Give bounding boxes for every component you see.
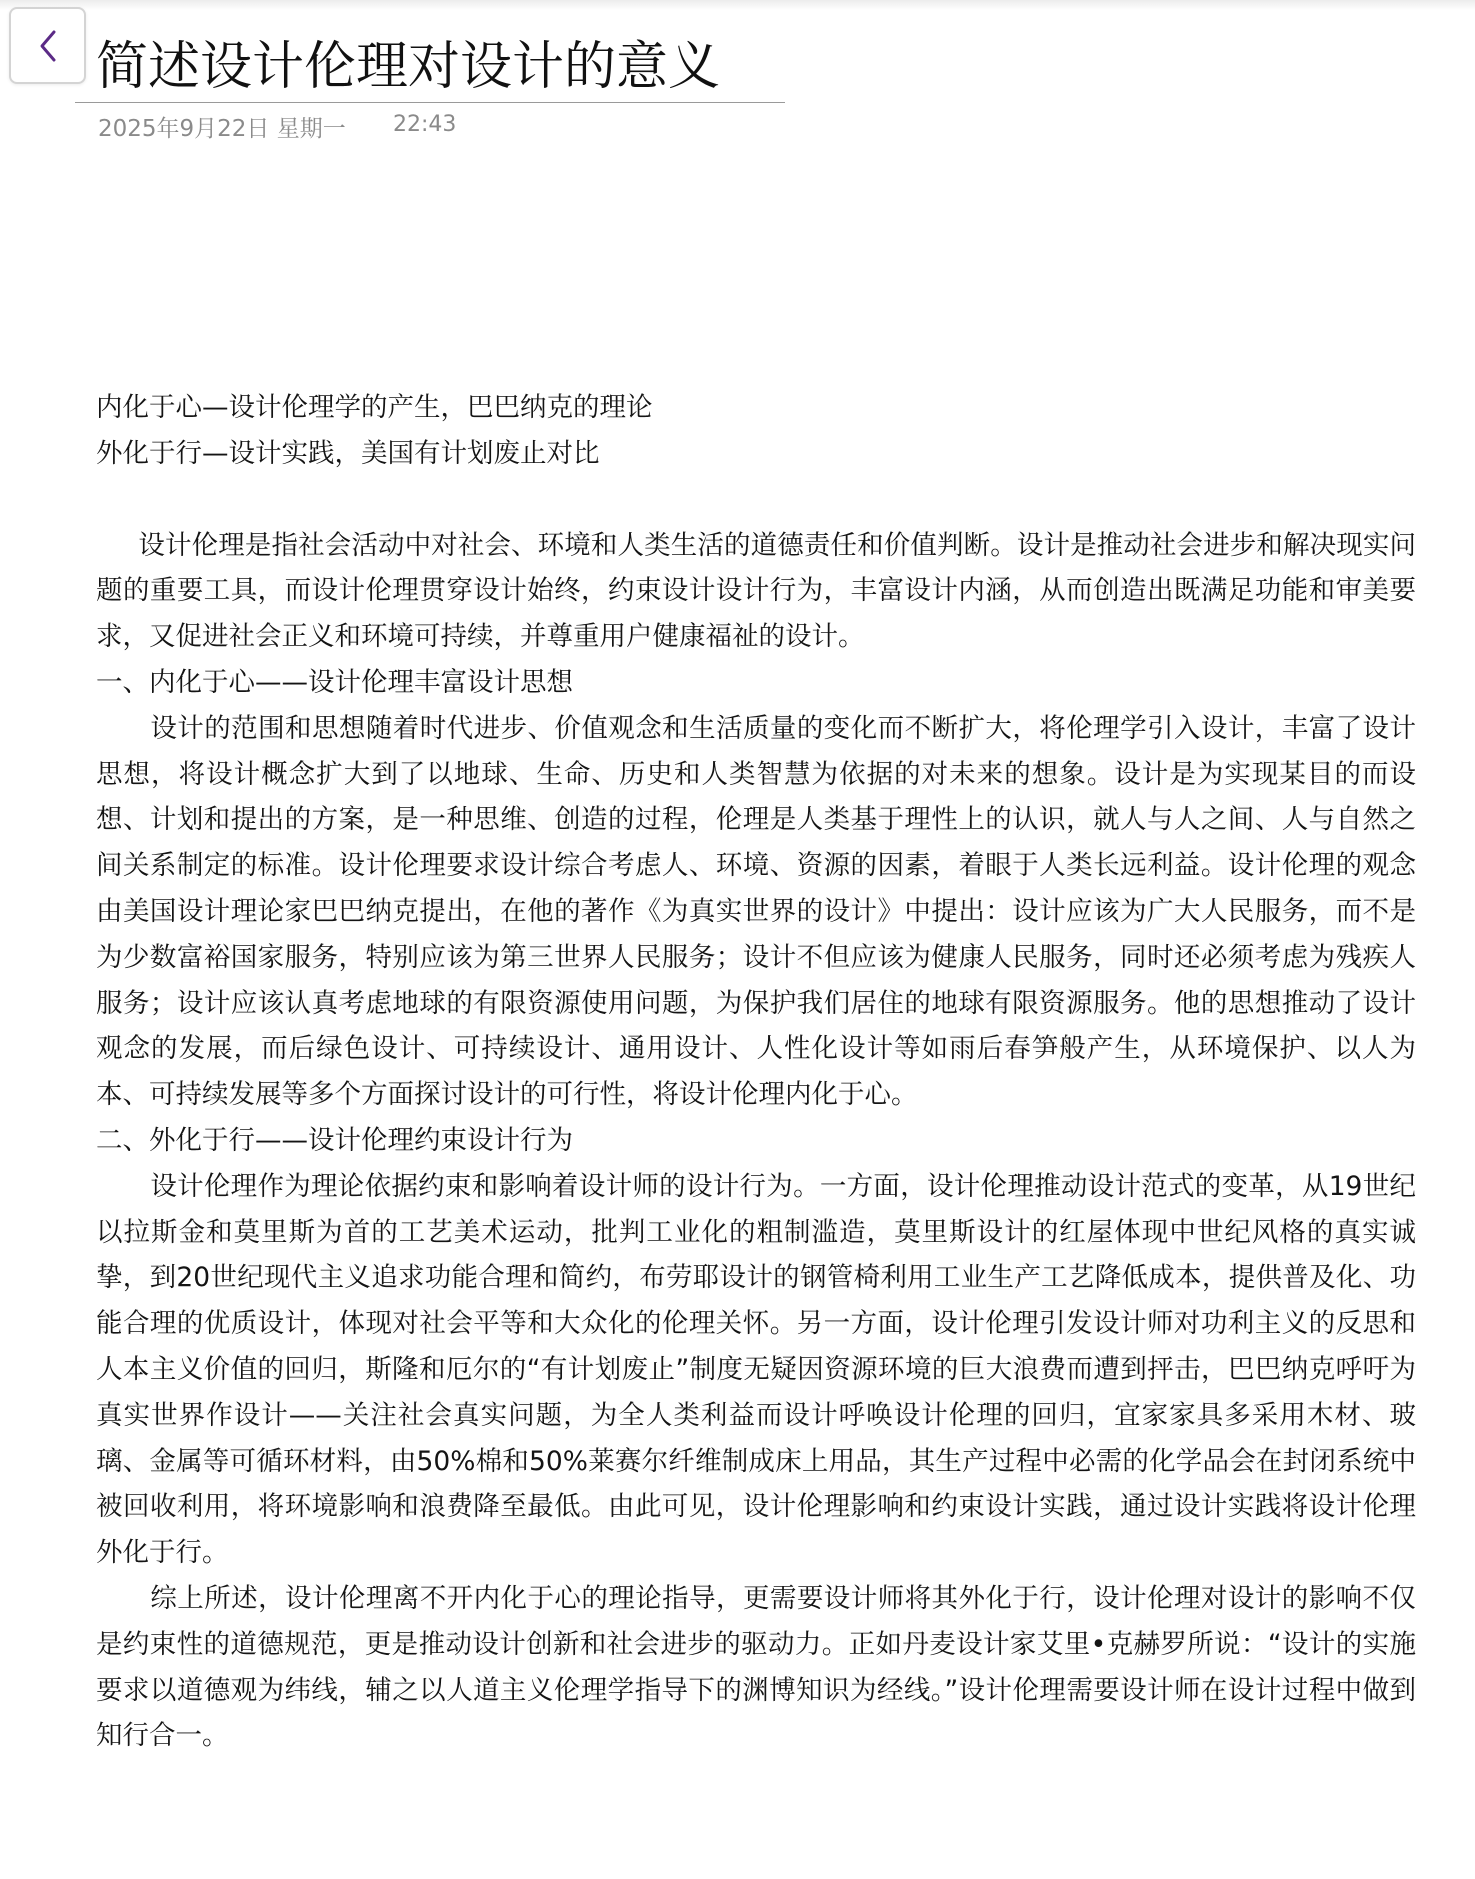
section-1-paragraph: 设计的范围和思想随着时代进步、价值观念和生活质量的变化而不断扩大，将伦理学引入设计，丰富了设计思想，将设计概念扩大到了以地球、生命、历史和人类智慧为依据的对未来的想象。设计是为实现某目的而设想、计划和提出的方案，是一种思维、创造的过程，伦理是人类基于理性上的认识，就人与人之间、人与自然之间关系制定的标准。设计伦理要求设计综合考虑人、环境、资源的因素，着眼于人类长远利益。设计伦理的观念由美国设计理论家巴巴纳克提出，在他的著作《为真实世界的设计》中提出：设计应该为广大人民服务，而不是为少数富裕国家服务，特别应该为第三世界人民服务；设计不但应该为健康人民服务，同时还必须考虑为残疾人服务；设计应该认真考虑地球的有限资源使用问题，为保护我们居住的地球有限资源服务。他的思想推动了设计观念的发展，而后绿色设计、可持续设计、通用设计、人性化设计等如雨后春笋般产生，从环境保护、以人为本、可持续发展等多个方面探讨设计的可行性，将设计伦理内化于心。 [96,712,1416,1111]
window-top-shadow [0,0,1475,10]
chevron-left-icon [37,28,59,64]
note-body[interactable] [96,385,1416,1759]
section-2-paragraph: 设计伦理作为理论依据约束和影响着设计师的设计行为。一方面，设计伦理推动设计范式的变革，从19世纪以拉斯金和莫里斯为首的工艺美术运动，批判工业化的粗制滥造，莫里斯设计的红屋体现中世纪风格的真实诚挚，到20世纪现代主义追求功能合理和简约，布劳耶设计的钢管椅利用工业生产工艺降低成本，提供普及化、功能合理的优质设计，体现对社会平等和大众化的伦理关怀。另一方面，设计伦理引发设计师对功利主义的反思和人本主义价值的回归，斯隆和厄尔的“有计划废止”制度无疑因资源环境的巨大浪费而遭到抨击，巴巴纳克呼吁为真实世界作设计——关注社会真实问题，为全人类利益而设计呼唤设计伦理的回归，宜家家具多采用木材、玻璃、金属等可循环材料，由50%棉和50%莱赛尔纤维制成床上用品，其生产过程中必需的化学品会在封闭系统中被回收利用，将环境影响和浪费降至最低。由此可见，设计伦理影响和约束设计实践，通过设计实践将设计伦理外化于行。 [96,1170,1416,1569]
note-date: 2025年9月22日 星期一 [98,116,346,142]
section-2-heading: 二、外化于行——设计伦理约束设计行为 [96,1124,573,1156]
back-button[interactable] [9,7,86,84]
intro-paragraph: 设计伦理是指社会活动中对社会、环境和人类生活的道德责任和价值判断。设计是推动社会进步和解决现实问题的重要工具，而设计伦理贯穿设计始终，约束设计设计行为，丰富设计内涵，从而创造出既满足功能和审美要求，又促进社会正义和环境可持续，并尊重用户健康福祉的设计。 [96,529,1416,653]
outline-line-2: 外化于行—设计实践，美国有计划废止对比 [96,437,600,469]
page-title: 简述设计伦理对设计的意义 [96,37,721,97]
title-divider [75,102,785,103]
blank-line [96,477,1416,523]
outline-line-1: 内化于心—设计伦理学的产生，巴巴纳克的理论 [96,392,653,423]
section-1-heading: 一、内化于心——设计伦理丰富设计思想 [96,666,573,698]
note-time: 22:43 [393,112,457,137]
conclusion-paragraph: 综上所述，设计伦理离不开内化于心的理论指导，更需要设计师将其外化于行，设计伦理对设计的影响不仅是约束性的道德规范，更是推动设计创新和社会进步的驱动力。正如丹麦设计家艾里•克赫罗所说：“设计的实施要求以道德观为纬线，辅之以人道主义伦理学指导下的渊博知识为经线。”设计伦理需要设计师在设计过程中做到知行合一。 [96,1582,1416,1752]
